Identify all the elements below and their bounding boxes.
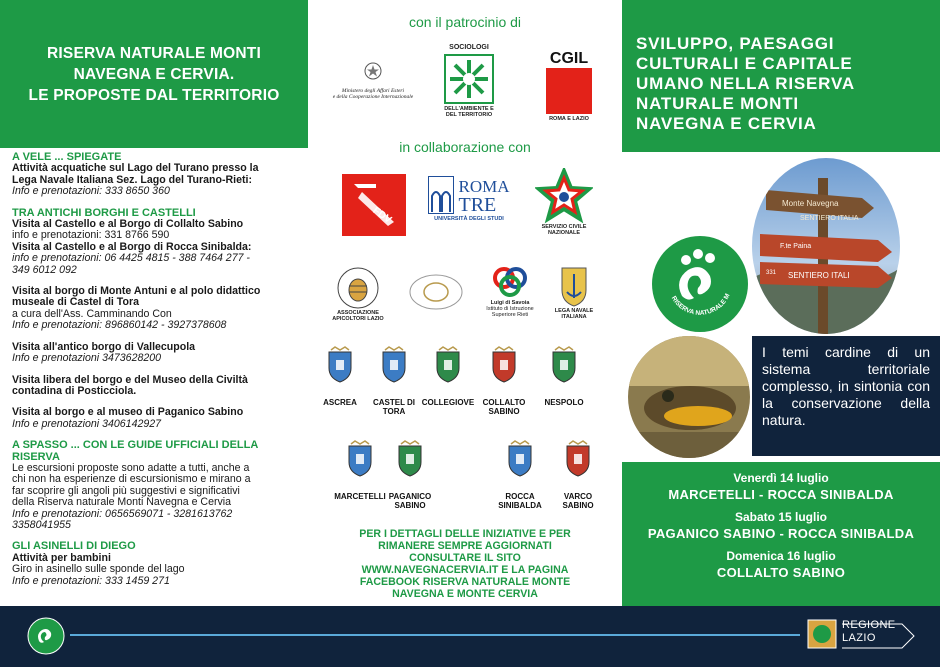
date-place-3: COLLALTO SABINO	[716, 565, 846, 580]
decorative-stripe	[70, 634, 800, 636]
footer-line-6: NAVEGNA E MONTE CERVIA	[392, 588, 538, 600]
right-header-line-1: SVILUPPO, PAESAGGI	[636, 34, 835, 53]
town-crest-icon	[345, 440, 375, 478]
town-crest	[379, 346, 409, 389]
town-crest	[489, 346, 519, 389]
proposals-list	[12, 152, 302, 597]
proposal-line: 349 6012 092	[12, 263, 77, 276]
fdv-text: FDV	[370, 205, 394, 226]
right-header-line-3: UMANO NELLA RISERVA	[636, 74, 855, 93]
cgil-text: CGIL	[546, 50, 592, 68]
town-name: ASCREA	[323, 398, 357, 407]
fdv-icon	[342, 174, 406, 236]
proposal-line: Info e prenotazioni: 896860142 - 3927378608	[12, 319, 227, 332]
proposal-line: Visita al Castello e al Borgo di Collalto Sabino	[12, 218, 244, 231]
emblem-arc-text: RISERVA NATURALE M	[669, 292, 732, 317]
town-crest-icon	[505, 440, 535, 478]
sociologi-title: SOCIOLOGI	[449, 44, 489, 51]
town-crest	[325, 346, 355, 389]
sociologi-sub-1: DELL'AMBIENTE E	[444, 106, 494, 112]
collab-title: in collaborazione con	[399, 139, 531, 155]
town-crest	[505, 440, 535, 483]
town-crest	[433, 346, 463, 389]
town-crest-icon	[549, 346, 579, 384]
sign-text-3: F.te Paina	[780, 243, 812, 250]
proposal-line: Giro in asinello sulle sponde del lago	[12, 563, 185, 576]
date-day-3: Domenica 16 luglio	[726, 549, 836, 563]
town-name: COLLALTO SABINO	[482, 398, 526, 416]
roma-tre-roma: ROMA	[458, 177, 510, 196]
right-header-line-4: NATURALE MONTI	[636, 94, 799, 113]
sign-text-1: Monte Navegna	[782, 199, 839, 208]
regione-text: REGIONE	[842, 619, 896, 631]
school-oval-logo	[406, 272, 466, 312]
cgil-red-block	[546, 50, 592, 114]
left-header	[0, 0, 308, 148]
proposal-line: della Riserva naturale Monti Navegna e Cervia	[12, 496, 232, 509]
luigi-label-2: Istituto di Istruzione	[486, 306, 534, 312]
town-name: CASTEL DI TORA	[372, 398, 416, 416]
footer-line-3: CONSULTARE IL SITO	[409, 552, 521, 564]
bottom-bar	[0, 606, 940, 667]
fdv-logo	[342, 174, 406, 236]
roma-tre-tre: TRE	[458, 194, 497, 216]
regione-lazio-text	[842, 619, 896, 645]
proposal-section-title: GLI ASINELLI DI DIEGO	[12, 540, 136, 553]
town-crest	[395, 440, 425, 483]
proposal-line: Visita al Castello e al Borgo di Rocca Sinibalda:	[12, 240, 252, 253]
luigi-di-savoia-icon	[490, 264, 530, 300]
proposal-section-title: TRA ANTICHI BORGHI E CASTELLI	[12, 206, 196, 219]
town-name: VARCO SABINO	[562, 492, 594, 510]
italian-emblem-icon	[362, 60, 384, 84]
proposal-line: museale di Castel di Tora	[12, 296, 139, 309]
sociologi-logo	[434, 44, 504, 118]
proposal-line: chi non ha esperienze di escursionismo e mirano a	[12, 473, 251, 486]
info-footer	[320, 528, 610, 600]
servizio-civile-label-2: NAZIONALE	[547, 230, 581, 236]
date-block-2	[622, 509, 940, 542]
luigi-di-savoia-logo	[474, 264, 546, 318]
proposal-line	[12, 365, 302, 375]
patronage-title: con il patrocinio di	[408, 14, 522, 30]
proposal-line: Visita al borgo e al museo di Paganico Sabino	[12, 406, 244, 419]
sign-text-2: SENTIERO ITALIA	[800, 215, 859, 222]
middle-column	[308, 0, 622, 606]
left-header-line-1: RISERVA NATURALE MONTI	[47, 44, 261, 62]
proposal-line: 3358041955	[12, 518, 71, 531]
reserve-emblem	[652, 236, 748, 332]
proposal-line: Info e prenotazioni: 0656569071 - 3281613762	[12, 507, 233, 520]
trail-sign-image	[752, 158, 900, 334]
footer-line-4: WWW.NAVEGNACERVIA.IT E LA PAGINA	[361, 564, 569, 576]
ministry-label-1: Ministero degli Affari Esteri	[341, 88, 405, 94]
toad-photo	[628, 336, 750, 458]
date-block-3	[622, 548, 940, 581]
sociologi-sub-2: DEL TERRITORIO	[445, 112, 493, 118]
sociologi-star-icon	[444, 54, 494, 104]
luigi-label-1: Luigi di Savoia	[490, 300, 530, 306]
left-header-line-3: LE PROPOSTE DAL TERRITORIO	[28, 86, 280, 104]
proposal-line: Attività per bambini	[12, 551, 111, 564]
sign-text-4: 331	[766, 270, 777, 276]
tagline-text: I temi cardine di un sistema territoriale complesso, in sintonia con la conservazione della natura.	[762, 344, 930, 428]
reserve-paw-icon	[652, 236, 748, 332]
lega-navale-logo	[544, 264, 604, 320]
right-header-line-5: NAVEGNA E CERVIA	[636, 114, 817, 133]
roma-tre-sub: UNIVERSITÀ DEGLI STUDI	[434, 216, 504, 222]
dates-box	[622, 462, 940, 606]
proposal-line: Visita all'antico borgo di Vallecupola	[12, 340, 196, 353]
town-crest-icon	[325, 346, 355, 384]
town-crest	[549, 346, 579, 389]
town-crest-icon	[395, 440, 425, 478]
town-name: COLLEGIOVE	[421, 398, 475, 407]
proposal-section	[12, 152, 302, 198]
proposal-section	[12, 541, 302, 587]
lazio-text: LAZIO	[842, 632, 876, 644]
proposal-section	[12, 208, 302, 431]
date-place-2: PAGANICO SABINO - ROCCA SINIBALDA	[647, 526, 915, 541]
apicoltori-label-1: ASSOCIAZIONE	[337, 310, 379, 316]
luigi-label-3: Superiore Rieti	[491, 312, 529, 318]
date-block-1	[622, 470, 940, 503]
proposal-line: info e prenotazioni: 331 8766 590	[12, 229, 170, 242]
proposal-line: far scoprire gli angoli più suggestivi e significativi	[12, 484, 240, 497]
proposal-line: Info e prenotazioni 3473628200	[12, 352, 162, 365]
toad-image	[628, 336, 750, 458]
tagline-box	[752, 336, 940, 456]
footer-line-5: FACEBOOK RISERVA NATURALE MONTE	[359, 576, 571, 588]
apicoltori-logo	[328, 266, 388, 322]
proposal-line: Info e prenotazioni 3406142927	[12, 417, 162, 430]
town-crest-icon	[489, 346, 519, 384]
proposal-line: Attività acquatiche sul Lago del Turano presso la	[12, 162, 259, 175]
proposal-line: contadina di Posticciola.	[12, 384, 137, 397]
town-name: ROCCA SINIBALDA	[498, 492, 542, 510]
town-crest-icon	[433, 346, 463, 384]
town-crest	[563, 440, 593, 483]
proposal-line: Visita al borgo di Monte Antuni e al polo didattico	[12, 285, 261, 298]
footer-line-1: PER I DETTAGLI DELLE INIZIATIVE E PER	[359, 528, 571, 540]
footer-line-2: RIMANERE SEMPRE AGGIORNATI	[378, 540, 552, 552]
school-oval-icon	[408, 272, 464, 312]
apicoltori-label-2: APICOLTORI LAZIO	[332, 316, 384, 322]
right-header-line-2: CULTURALI E CAPITALE	[636, 54, 853, 73]
beehive-icon	[336, 266, 380, 310]
servizio-civile-logo	[522, 168, 606, 236]
town-name: PAGANICO SABINO	[388, 492, 432, 510]
town-crest	[345, 440, 375, 483]
proposal-line: a cura dell'Ass. Camminando Con	[12, 307, 172, 320]
town-crest-icon	[563, 440, 593, 478]
proposal-line: Visita libera del borgo e del Museo della Civiltà	[12, 373, 248, 386]
proposal-section	[12, 440, 302, 531]
proposal-line: Info e prenotazioni: 333 1459 271	[12, 574, 170, 587]
ministry-logo	[328, 60, 418, 100]
sign-text-5: SENTIERO ITALI	[788, 271, 850, 280]
cgil-sub: ROMA E LAZIO	[549, 116, 589, 122]
town-name: NESPOLO	[544, 398, 584, 407]
proposal-line: Info e prenotazioni: 333 8650 360	[12, 185, 170, 198]
roma-tre-logo	[424, 176, 514, 222]
town-crest-icon	[379, 346, 409, 384]
date-day-1: Venerdì 14 luglio	[733, 471, 829, 485]
proposal-line: info e prenotazioni: 06 4425 4815 - 388 7464 277 -	[12, 252, 250, 265]
town-name: MARCETELLI	[334, 492, 386, 501]
trail-sign-photo	[752, 158, 900, 334]
cgil-logo	[544, 50, 594, 122]
proposal-line: Le escursioni proposte sono adatte a tutti, anche a	[12, 461, 250, 474]
lega-navale-label-1: LEGA NAVALE	[554, 308, 594, 314]
proposal-line: Lega Navale Italiana Sez. Lago del Turano-Rieti:	[12, 173, 252, 186]
proposal-section-title: A SPASSO ... CON LE GUIDE UFFICIALI DELLA RISERVA	[12, 439, 258, 463]
servizio-civile-label-1: SERVIZIO CIVILE	[541, 224, 587, 230]
reserve-logo-small-icon	[26, 616, 66, 656]
proposal-section-title: A VELE ... SPIEGATE	[12, 151, 122, 163]
servizio-civile-star-icon	[535, 168, 593, 224]
right-header	[622, 0, 940, 152]
lega-navale-label-2: ITALIANA	[561, 314, 587, 320]
left-header-line-2: NAVEGNA E CERVIA.	[73, 65, 235, 83]
ministry-label-2: e della Cooperazione Internazionale	[332, 94, 414, 100]
date-day-2: Sabato 15 luglio	[734, 510, 827, 524]
anchor-shield-icon	[559, 264, 589, 308]
date-place-1: MARCETELLI - ROCCA SINIBALDA	[668, 487, 894, 502]
roma-tre-arches-icon	[428, 176, 454, 214]
